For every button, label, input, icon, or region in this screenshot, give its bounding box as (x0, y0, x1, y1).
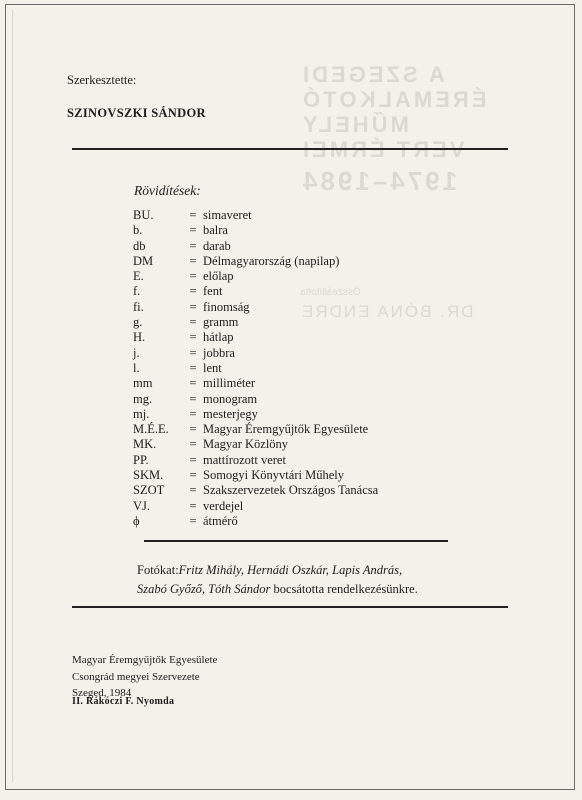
abbreviation-row (133, 346, 378, 361)
abbreviation-row (133, 239, 378, 254)
abbreviation-key: f. (133, 284, 141, 299)
abbreviation-key: BU. (133, 208, 154, 222)
abbreviation-row (133, 223, 378, 238)
abbreviation-row (133, 499, 378, 514)
abbreviation-key: PP. (133, 452, 149, 467)
equals-sign: = (189, 269, 197, 284)
ghost-line-1: A SZEGEDI (300, 62, 445, 87)
ghost-line-2: ÉREMALKOTÓ MŰHELY (300, 87, 487, 137)
equals-sign: = (189, 315, 197, 330)
divider-rule (72, 148, 508, 150)
abbreviation-row (133, 315, 378, 330)
abbreviation-key: l. (133, 360, 140, 375)
editor-name: SZINOVSZKI SÁNDOR (67, 106, 206, 120)
abbreviation-meaning: mattírozott veret (203, 452, 286, 467)
equals-sign: = (189, 376, 197, 391)
ghost-line-5: Összeállította (300, 287, 361, 298)
abbreviations-list (133, 208, 378, 529)
abbreviation-meaning: átmérő (203, 513, 238, 528)
printer-line: II. Rákóczi F. Nyomda (72, 696, 175, 707)
abbreviation-key: mm (133, 376, 153, 391)
abbreviation-row (133, 300, 378, 315)
equals-sign: = (189, 513, 197, 528)
publisher-line-2: Csongrád megyei Szervezete (72, 670, 200, 683)
divider-rule-short (144, 540, 448, 542)
abbreviation-row (133, 208, 378, 223)
equals-sign: = (189, 360, 197, 375)
abbreviation-row (133, 361, 378, 376)
equals-sign: = (189, 299, 197, 314)
equals-sign: = (189, 391, 197, 406)
equals-sign: = (189, 345, 197, 360)
abbreviation-key: db (133, 238, 146, 253)
abbreviation-meaning: mesterjegy (203, 406, 258, 421)
abbreviation-key: fi. (133, 299, 144, 314)
publisher-line-1: Magyar Éremgyűjtők Egyesülete (72, 654, 218, 666)
equals-sign: = (189, 208, 197, 222)
abbreviation-meaning: finomság (203, 299, 250, 314)
abbreviation-key: SKM. (133, 468, 164, 483)
photo-credit-names-1: Fritz Mihály, Hernádi Oszkár, Lapis András, (178, 563, 403, 577)
photo-credit-names-2: Szabó Győző, Tóth Sándor (137, 581, 271, 596)
equals-sign: = (189, 238, 197, 253)
publisher-block (72, 652, 217, 702)
equals-sign: = (189, 437, 197, 452)
abbreviation-key: SZOT (133, 483, 165, 498)
abbreviation-meaning: hátlap (203, 330, 234, 345)
abbreviation-row (133, 468, 378, 483)
abbreviation-meaning: balra (203, 223, 228, 238)
equals-sign: = (189, 406, 197, 421)
photo-credit (137, 561, 497, 598)
abbreviation-meaning: lent (203, 360, 222, 375)
photo-credit-suffix: bocsátotta rendelkezésünkre. (270, 581, 418, 596)
abbreviation-key: mg. (133, 391, 153, 406)
equals-sign: = (189, 468, 197, 483)
equals-sign: = (189, 223, 197, 238)
equals-sign: = (189, 422, 197, 437)
abbreviation-row (133, 330, 378, 345)
abbreviation-meaning: Szakszervezetek Országos Tanácsa (203, 483, 379, 498)
abbreviation-meaning: simaveret (203, 208, 252, 222)
publisher-line-3: Szeged, 1984 (72, 687, 132, 699)
abbreviation-key: j. (133, 345, 140, 360)
abbreviation-key: DM (133, 253, 154, 268)
photo-credit-label: Fotókat: (137, 563, 179, 577)
abbreviation-meaning: Délmagyarország (napilap) (203, 253, 340, 268)
abbreviation-row (133, 407, 378, 422)
abbreviation-meaning: verdejel (203, 498, 244, 513)
equals-sign: = (189, 452, 197, 467)
abbreviation-meaning: Magyar Közlöny (203, 437, 289, 452)
equals-sign: = (189, 284, 197, 299)
divider-rule-bottom (72, 606, 508, 608)
abbreviation-row (133, 392, 378, 407)
abbreviation-meaning: milliméter (203, 376, 256, 391)
abbreviation-key: g. (133, 315, 143, 330)
abbreviation-key: VJ. (133, 498, 151, 513)
abbreviation-row (133, 284, 378, 299)
abbreviation-row (133, 483, 378, 498)
abbreviation-row (133, 254, 378, 269)
abbreviation-key: ϕ (133, 513, 140, 528)
abbreviation-row (133, 376, 378, 391)
abbreviation-key: H. (133, 330, 146, 345)
abbreviation-meaning: gramm (203, 315, 239, 330)
abbreviation-key: MK. (133, 437, 157, 452)
ghost-line-4: 1974–1984 (300, 166, 458, 196)
abbreviation-meaning: darab (203, 238, 231, 253)
editor-label: Szerkesztette: (67, 73, 137, 87)
abbreviation-row (133, 514, 378, 529)
abbreviation-row (133, 437, 378, 452)
abbreviation-key: E. (133, 269, 144, 284)
abbreviation-key: M.É.E. (133, 422, 169, 437)
ghost-line-6: DR. BÓNA ENDRE (300, 302, 474, 321)
abbreviation-row (133, 422, 378, 437)
abbreviation-meaning: monogram (203, 391, 258, 406)
equals-sign: = (189, 483, 197, 498)
equals-sign: = (189, 253, 197, 268)
ghost-line-3: VERT ÉRMEI (300, 137, 465, 162)
abbreviation-meaning: fent (203, 284, 223, 299)
abbreviations-title: Rövidítések: (134, 183, 201, 198)
abbreviation-meaning: előlap (203, 269, 234, 284)
equals-sign: = (189, 330, 197, 345)
abbreviation-meaning: Somogyi Könyvtári Műhely (203, 468, 344, 483)
abbreviation-row (133, 453, 378, 468)
abbreviation-meaning: jobbra (203, 345, 235, 360)
abbreviation-key: mj. (133, 406, 150, 421)
abbreviation-row (133, 269, 378, 284)
abbreviation-meaning: Magyar Éremgyűjtők Egyesülete (203, 422, 369, 437)
equals-sign: = (189, 498, 197, 513)
abbreviation-key: b. (133, 223, 143, 238)
